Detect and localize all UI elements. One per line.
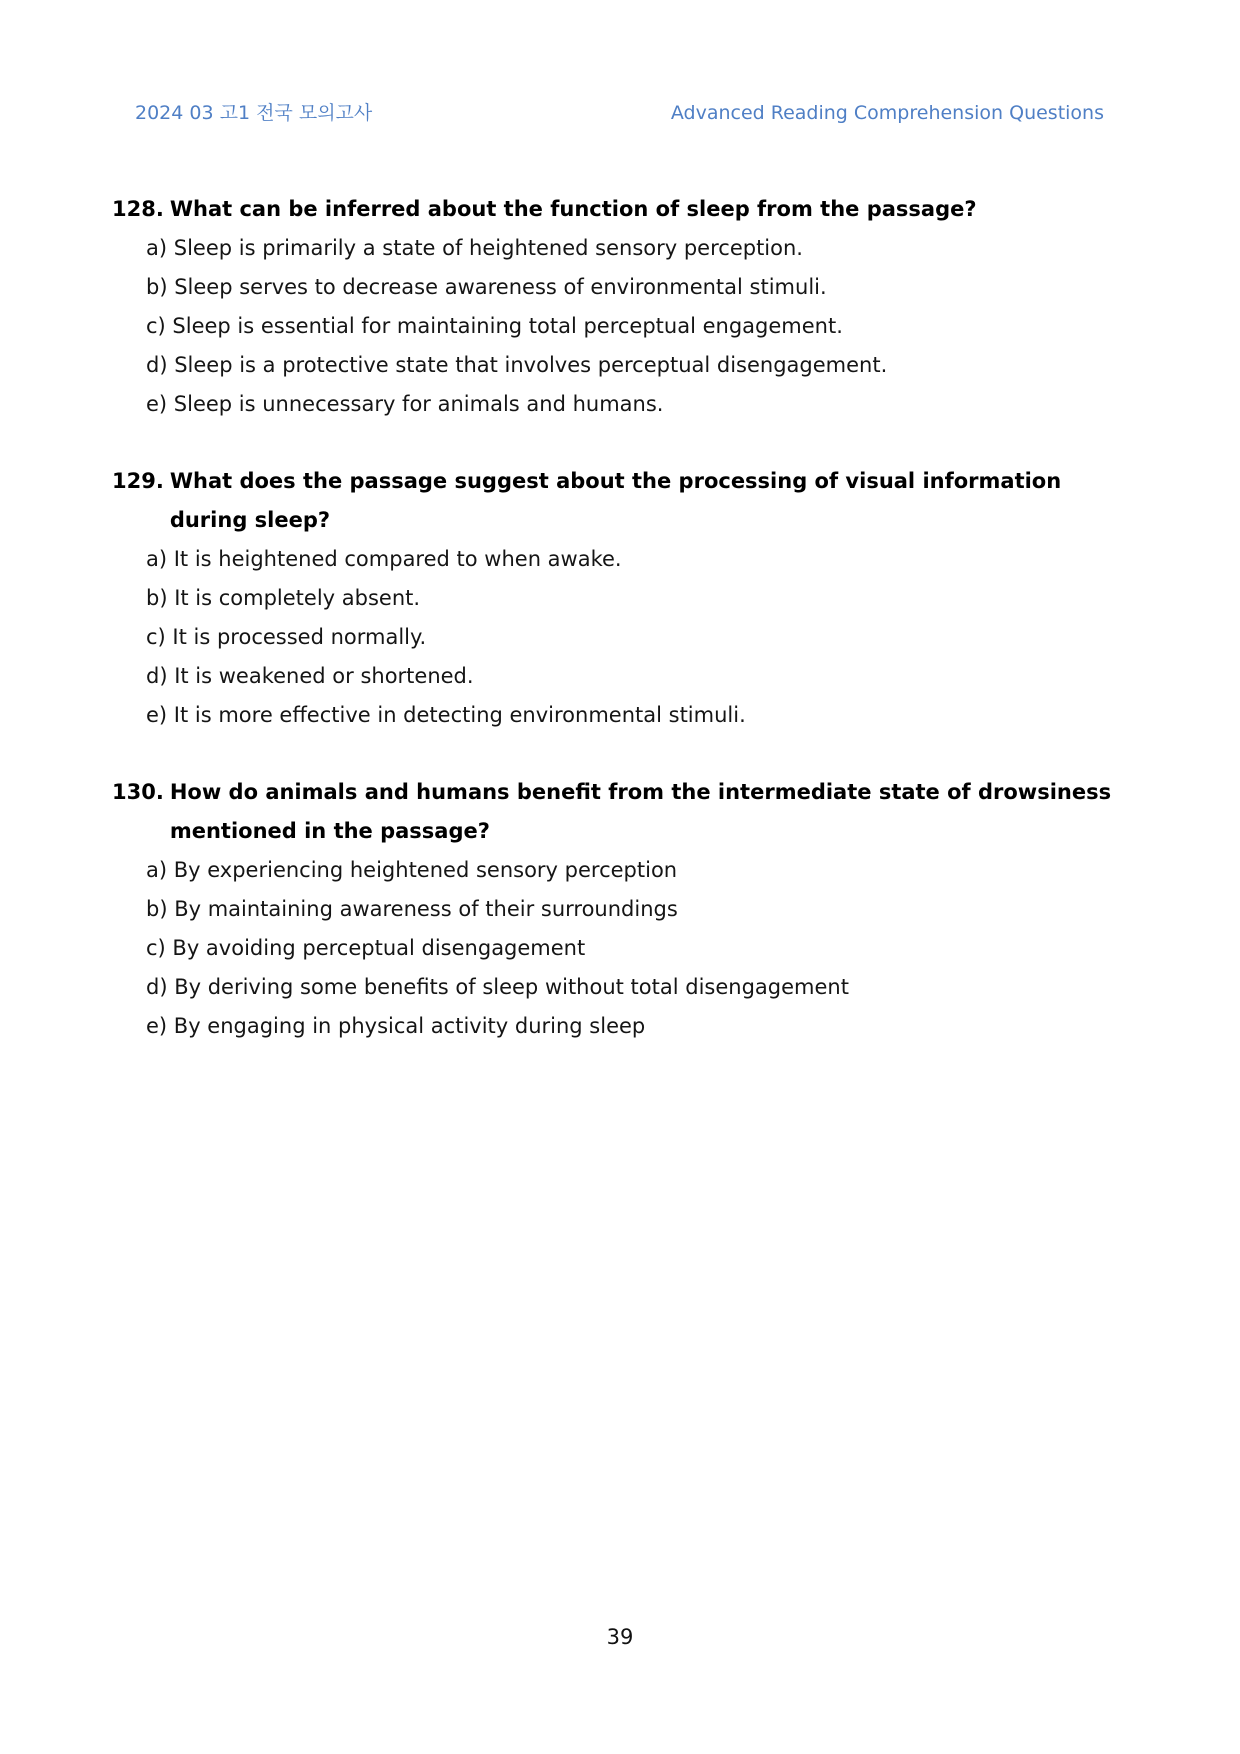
question-text: What can be inferred about the function of sleep from the passage?: [169, 197, 977, 221]
question-130: [112, 773, 1132, 1046]
answer-option-c: c) It is processed normally.: [146, 625, 427, 649]
answer-option-c: c) By avoiding perceptual disengagement: [146, 936, 586, 960]
answer-options: [146, 229, 1132, 424]
page-header: [135, 98, 1104, 128]
answer-option-b: b) Sleep serves to decrease awareness of environmental stimuli.: [146, 275, 827, 299]
answer-option-a: a) Sleep is primarily a state of heightened sensory perception.: [146, 236, 803, 260]
answer-option-d: d) Sleep is a protective state that involves perceptual disengagement.: [146, 353, 888, 377]
question-heading: [112, 462, 1132, 540]
answer-option-b: b) By maintaining awareness of their surroundings: [146, 897, 678, 921]
answer-option-d: d) It is weakened or shortened.: [146, 664, 474, 688]
question-number: 130.: [112, 780, 164, 804]
page-number: 39: [606, 1625, 634, 1649]
answer-option-b: b) It is completely absent.: [146, 586, 421, 610]
answer-option-e: e) Sleep is unnecessary for animals and humans.: [146, 392, 664, 416]
answer-option-a: a) It is heightened compared to when awake.: [146, 547, 622, 571]
question-number: 128.: [112, 197, 164, 221]
answer-option-c: c) Sleep is essential for maintaining total perceptual engagement.: [146, 314, 843, 338]
answer-option-a: a) By experiencing heightened sensory perception: [146, 858, 678, 882]
question-129: [112, 462, 1132, 735]
answer-options: [146, 851, 1132, 1046]
question-128: [112, 190, 1132, 424]
answer-options: [146, 540, 1132, 735]
exam-title: 2024 03 고1 전국 모의고사: [135, 102, 373, 124]
answer-option-e: e) It is more effective in detecting environmental stimuli.: [146, 703, 746, 727]
section-title: Advanced Reading Comprehension Questions: [670, 102, 1104, 124]
question-text: How do animals and humans benefit from the intermediate state of drowsiness mentioned in the passage?: [169, 780, 1112, 843]
answer-option-e: e) By engaging in physical activity during sleep: [146, 1014, 646, 1038]
answer-option-d: d) By deriving some benefits of sleep without total disengagement: [146, 975, 849, 999]
question-list: [112, 190, 1132, 1084]
question-number: 129.: [112, 469, 164, 493]
question-heading: [112, 773, 1132, 851]
page-footer: [0, 1622, 1240, 1652]
question-heading: [112, 190, 1132, 229]
question-text: What does the passage suggest about the processing of visual information during sleep?: [169, 469, 1062, 532]
